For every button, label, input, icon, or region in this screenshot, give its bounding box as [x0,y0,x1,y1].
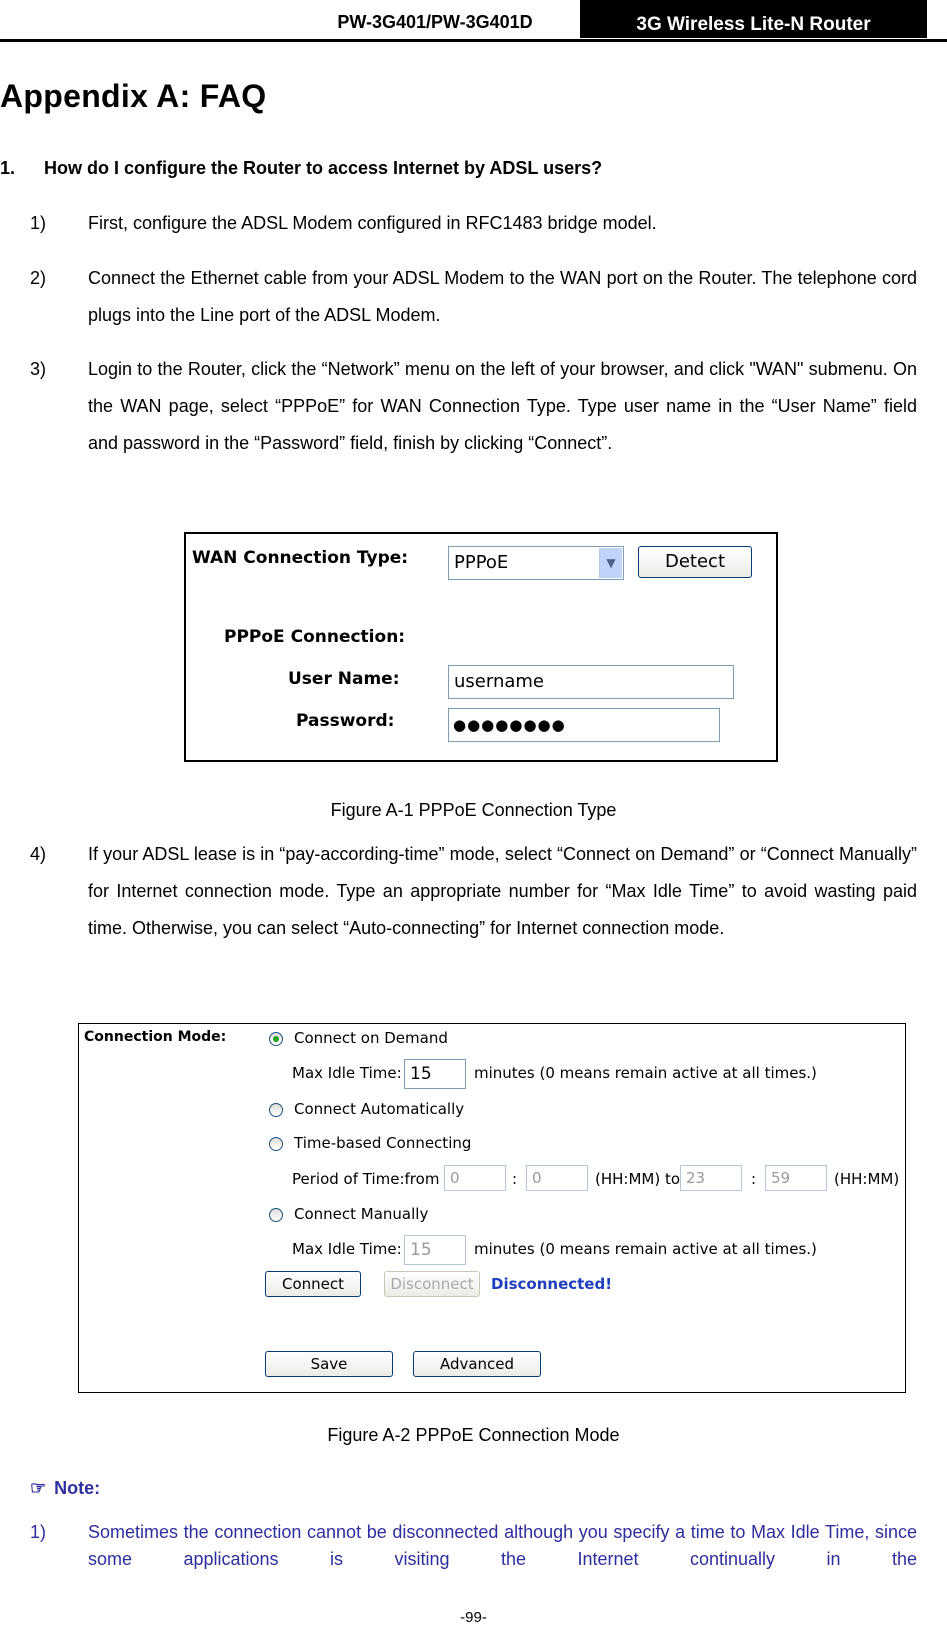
pointing-hand-icon: ☞ [30,1478,47,1498]
step-number: 4) [30,844,47,864]
pppoe-connection-label: PPPoE Connection: [224,627,406,647]
step-3 [30,351,917,462]
figure-a2-caption: Figure A-2 PPPoE Connection Mode [327,1425,620,1445]
max-idle-label-2: Max Idle Time: [292,1240,402,1258]
save-button[interactable]: Save [265,1351,393,1377]
step-text: If your ADSL lease is in “pay-according-time” mode, select “Connect on Demand” or “Connect Manually” for Internet connection mode. Type an appropriate number for “Max Idle Time” to avoid wasting paid time. Otherwise, you can select “Auto-connecting” for Internet connection mode. [88,844,917,938]
colon-2: : [751,1170,757,1188]
from-hour-input[interactable]: 0 [444,1165,506,1191]
chevron-down-icon[interactable]: ▼ [599,548,622,578]
max-idle-label: Max Idle Time: [292,1064,402,1082]
hhmm-label: (HH:MM) [834,1170,900,1188]
max-idle-input[interactable]: 15 [404,1059,466,1089]
radio-connect-on-demand[interactable] [269,1032,283,1046]
note-heading [30,1478,100,1499]
question-text: How do I configure the Router to access Internet by ADSL users? [44,158,603,178]
figure-a1-caption: Figure A-1 PPPoE Connection Type [330,800,617,820]
radio-time-based[interactable] [269,1137,283,1151]
user-name-input[interactable]: username [448,665,734,699]
step-number: 3) [30,359,47,379]
step-text: Connect the Ethernet cable from your ADSL Modem to the WAN port on the Router. The telephone cord plugs into the Line port of the ADSL Modem. [88,268,917,325]
step-1 [30,205,917,242]
step-text: First, configure the ADSL Modem configured in RFC1483 bridge model. [88,213,657,233]
header-model: PW-3G401/PW-3G401D [337,12,533,32]
wan-type-label: WAN Connection Type: [192,548,409,568]
to-hour-input[interactable]: 23 [680,1165,742,1191]
connect-button[interactable]: Connect [265,1271,361,1297]
radio-connect-automatically[interactable] [269,1103,283,1117]
note-label: Note: [54,1478,101,1498]
note-text: Sometimes the connection cannot be disconnected although you specify a time to Max Idle Time, since some applications is visiting the Internet continually in the [88,1522,917,1569]
time-based-label: Time-based Connecting [294,1134,472,1152]
header-rule [0,39,947,42]
step-text: Login to the Router, click the “Network” menu on the left of your browser, and click "WAN" submenu. On the WAN page, select “PPPoE” for WAN Connection Type. Type user name in the “User Name” field and password in the “Password” field, finish by clicking “Connect”. [88,359,917,453]
connect-on-demand-label: Connect on Demand [294,1029,448,1047]
connection-status: Disconnected! [491,1275,613,1293]
figure-connection-mode [78,1023,906,1393]
hhmm-to-label: (HH:MM) to [595,1170,681,1188]
step-2 [30,260,917,334]
step-4 [30,836,917,947]
period-label: Period of Time:from [292,1170,440,1188]
step-number: 1) [30,213,47,233]
figure-wan-type [184,532,778,762]
connection-mode-label: Connection Mode: [84,1029,227,1045]
faq-question [0,158,602,179]
radio-connect-manually[interactable] [269,1208,283,1222]
user-name-label: User Name: [288,669,400,689]
advanced-button[interactable]: Advanced [413,1351,541,1377]
password-label: Password: [296,711,395,731]
page-number: -99- [460,1609,487,1626]
max-idle-input-2[interactable]: 15 [404,1235,466,1265]
wan-type-select[interactable] [448,546,624,580]
note-item-1 [30,1519,917,1573]
connect-automatically-label: Connect Automatically [294,1100,465,1118]
minutes-note: minutes (0 means remain active at all times.) [474,1064,817,1082]
colon-1: : [512,1170,518,1188]
minutes-note-2: minutes (0 means remain active at all times.) [474,1240,817,1258]
password-input[interactable]: ●●●●●●●● [448,708,720,742]
to-minute-input[interactable]: 59 [765,1165,827,1191]
page-title: Appendix A: FAQ [0,78,267,114]
detect-button[interactable]: Detect [638,546,752,578]
header-product: 3G Wireless Lite-N Router [580,0,927,38]
disconnect-button[interactable]: Disconnect [384,1271,480,1297]
wan-type-value: PPPoE [454,552,509,573]
from-minute-input[interactable]: 0 [526,1165,588,1191]
note-number: 1) [30,1522,47,1542]
connect-manually-label: Connect Manually [294,1205,429,1223]
step-number: 2) [30,268,47,288]
question-number: 1. [0,158,16,178]
